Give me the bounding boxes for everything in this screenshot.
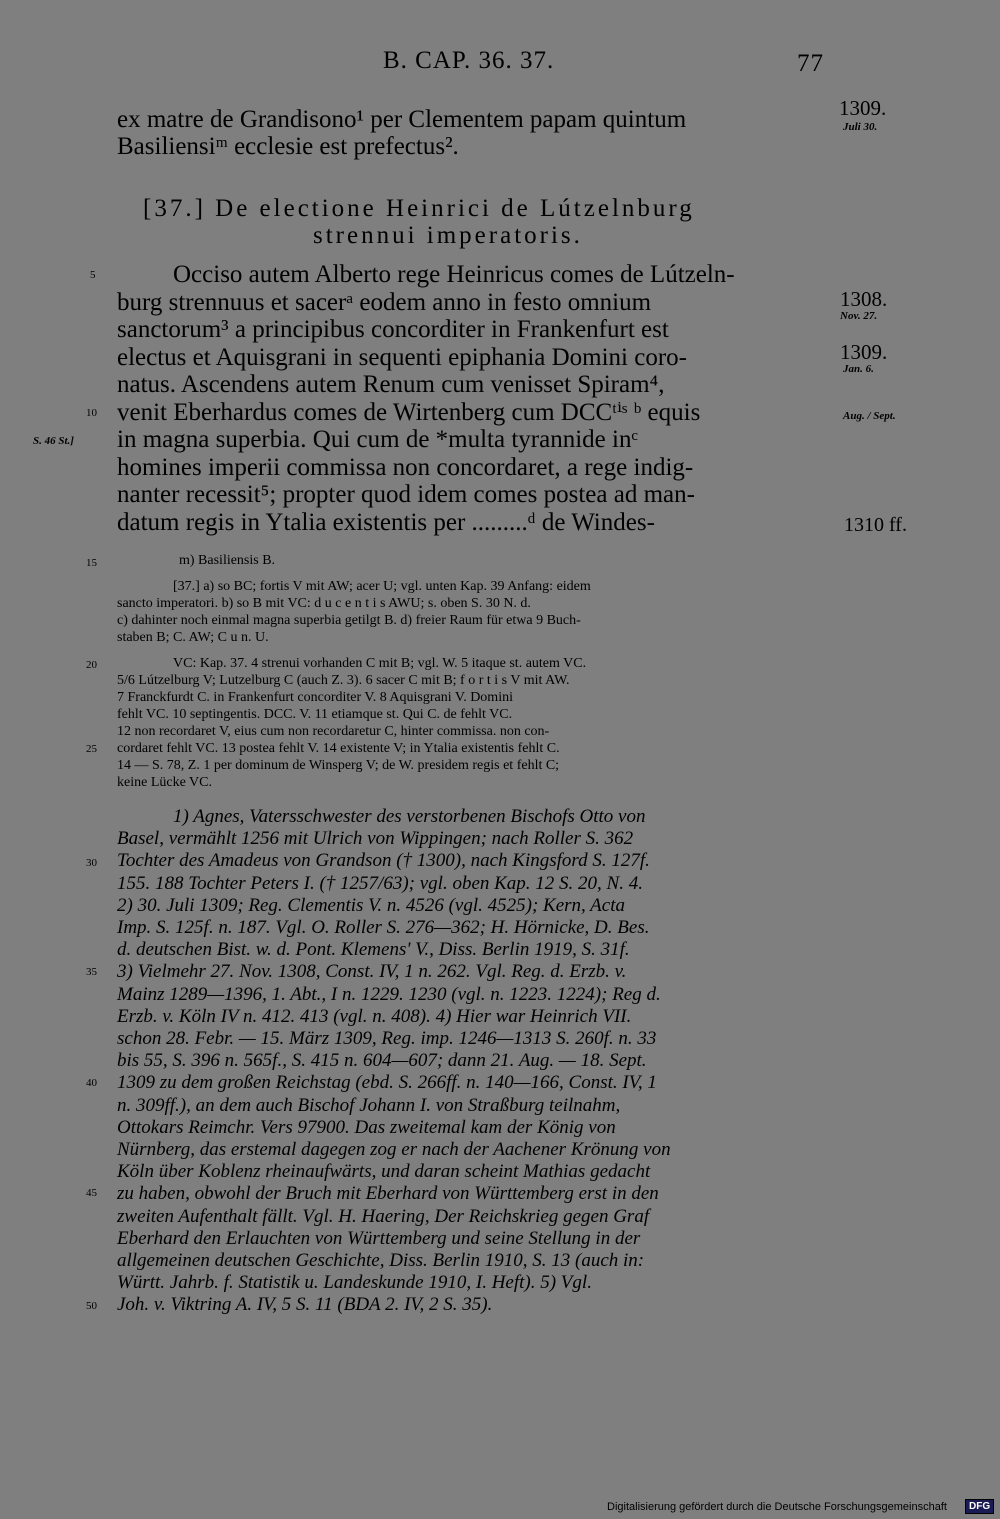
line-number: 35 — [86, 966, 97, 978]
variant-line: VC: Kap. 37. 4 strenui vorhanden C mit B; vgl. W. 5 itaque st. autem VC. — [173, 656, 587, 671]
footnote-line: m) Basiliensis B. — [179, 553, 276, 568]
main-line-7: in magna superbia. Qui cum de *multa tyrannide inᶜ — [117, 426, 638, 453]
page-number: 77 — [797, 50, 824, 77]
line-number: 25 — [86, 743, 97, 755]
main-line-9: nanter recessit⁵; propter quod idem comes postea ad man- — [117, 481, 695, 508]
margin-date-day: Juli 30. — [843, 121, 878, 133]
line-number: 30 — [86, 857, 97, 869]
note-line: d. deutschen Bist. w. d. Pont. Klemens' V., Diss. Berlin 1919, S. 31f. — [117, 939, 630, 961]
note-line: n. 309ff.), an dem auch Bischof Johann I. von Straßburg teilnahm, — [117, 1094, 621, 1116]
variant-line: cordaret fehlt VC. 13 postea fehlt V. 14 existente V; in Ytalia existentis fehlt C. — [117, 741, 560, 756]
note-line: bis 55, S. 396 n. 565f., S. 415 n. 604—607; dann 21. Aug. — 18. Sept. — [117, 1050, 647, 1072]
note-line: Mainz 1289—1396, 1. Abt., I n. 1229. 1230 (vgl. n. 1223. 1224); Reg d. — [117, 983, 661, 1005]
line-number: 15 — [86, 557, 97, 569]
note-line: Nürnberg, das erstemal dagegen zog er nach der Aachener Krönung von — [117, 1139, 671, 1160]
footnote-line: staben B; C. AW; C u n. U. — [117, 630, 269, 645]
note-line: Erzb. v. Köln IV n. 412. 413 (vgl. n. 408). 4) Hier war Heinrich VII. — [117, 1005, 632, 1027]
main-line-4: electus et Aquisgrani in sequenti epiphania Domini coro- — [117, 344, 687, 371]
footnote-line: c) dahinter noch einmal magna superbia getilgt B. d) freier Raum für etwa 9 Buch- — [117, 613, 581, 628]
running-head: B. CAP. 36. 37. — [383, 47, 555, 74]
main-line-1: Occiso autem Alberto rege Heinricus comes de Lútzeln- — [173, 261, 735, 288]
main-line-top-2: Basiliensiᵐ ecclesie est prefectus². — [117, 133, 459, 160]
note-line: Tochter des Amadeus von Grandson († 1300), nach Kingsford S. 127f. — [117, 850, 650, 872]
note-line: zu haben, obwohl der Bruch mit Eberhard von Württemberg erst in den — [117, 1183, 659, 1205]
main-line-6: venit Eberhardus comes de Wirtenberg cum DCCᵗⁱˢ ᵇ equis — [117, 399, 701, 426]
dfg-logo: DFG — [965, 1499, 994, 1514]
note-line: allgemeinen deutschen Geschichte, Diss. Berlin 1910, S. 13 (auch in: — [117, 1250, 645, 1271]
variant-line: 7 Franckfurdt C. in Frankenfurt concorditer V. 8 Aquisgrani V. Domini — [117, 690, 513, 705]
line-number: 45 — [86, 1187, 97, 1199]
margin-date-day: Jan. 6. — [843, 363, 874, 375]
variant-line: keine Lücke VC. — [117, 775, 212, 790]
digitization-credit: Digitalisierung gefördert durch die Deutsche Forschungsgemeinschaft — [607, 1501, 947, 1513]
main-line-2: burg strennuus et sacerᵃ eodem anno in festo omnium — [117, 289, 652, 316]
margin-date-year: 1308. — [840, 287, 888, 311]
note-line: Württ. Jahrb. f. Statistik u. Landeskunde 1910, I. Heft). 5) Vgl. — [117, 1272, 592, 1294]
line-number: 40 — [86, 1077, 97, 1089]
margin-date-year: 1309. — [840, 340, 888, 364]
margin-date: Aug. / Sept. — [843, 410, 896, 422]
variant-line: 5/6 Lútzelburg V; Lutzelburg C (auch Z. 3). 6 sacer C mit B; f o r t i s V mit AW. — [117, 673, 570, 688]
line-number: 20 — [86, 659, 97, 671]
line-number: 50 — [86, 1300, 97, 1312]
variant-line: 12 non recordaret V, eius cum non recordaretur C, hinter commissa. non con- — [117, 724, 550, 739]
note-line: zweiten Aufenthalt fällt. Vgl. H. Haering, Der Reichskrieg gegen Graf — [117, 1205, 650, 1227]
note-line: 1309 zu dem großen Reichstag (ebd. S. 266ff. n. 140—166, Const. IV, 1 — [117, 1072, 657, 1094]
note-line: Ottokars Reimchr. Vers 97900. Das zweitemal kam der König von — [117, 1116, 616, 1138]
margin-date: 1310 ff. — [844, 514, 907, 536]
main-line-10: datum regis in Ytalia existentis per .........ᵈ de Windes- — [117, 509, 655, 536]
note-line: Imp. S. 125f. n. 187. Vgl. O. Roller S. 276—362; H. Hörnicke, D. Bes. — [117, 917, 650, 938]
variant-line: 14 — S. 78, Z. 1 per dominum de Winsperg V; de W. presidem regis et fehlt C; — [117, 758, 560, 773]
margin-date-year: 1309. — [839, 96, 887, 120]
footnote-line: [37.] a) so BC; fortis V mit AW; acer U; vgl. unten Kap. 39 Anfang: eidem — [173, 579, 591, 594]
note-line: 1) Agnes, Vatersschwester des verstorbenen Bischofs Otto von — [173, 806, 646, 827]
line-number: 10 — [86, 407, 97, 419]
note-line: 3) Vielmehr 27. Nov. 1308, Const. IV, 1 n. 262. Vgl. Reg. d. Erzb. v. — [117, 961, 627, 983]
note-line: Köln über Koblenz rheinaufwärts, und daran scheint Mathias gedacht — [117, 1161, 651, 1183]
main-line-top-1: ex matre de Grandisono¹ per Clementem papam quintum — [117, 106, 687, 133]
chapter-title-line-1: [37.] De electione Heinrici de Lútzelnburg — [143, 195, 695, 222]
main-line-8: homines imperii commissa non concordaret, a rege indig- — [117, 454, 694, 481]
line-number: 5 — [90, 269, 96, 281]
note-line: Basel, vermählt 1256 mit Ulrich von Wippingen; nach Roller S. 362 — [117, 828, 634, 850]
chapter-title-line-2: strennui imperatoris. — [313, 222, 583, 249]
note-line: Eberhard den Erlauchten von Württemberg und seine Stellung in der — [117, 1227, 641, 1249]
variant-line: fehlt VC. 10 septingentis. DCC. V. 11 etiamque st. Qui C. de fehlt VC. — [117, 707, 513, 722]
page-reference: S. 46 St.] — [33, 435, 74, 447]
note-line: schon 28. Febr. — 15. März 1309, Reg. imp. 1246—1313 S. 260f. n. 33 — [117, 1028, 657, 1049]
margin-date-day: Nov. 27. — [840, 310, 878, 322]
footnote-line: sancto imperatori. b) so B mit VC: d u c e n t i s AWU; s. oben S. 30 N. d. — [117, 596, 531, 611]
note-line: Joh. v. Viktring A. IV, 5 S. 11 (BDA 2. IV, 2 S. 35). — [117, 1294, 493, 1316]
note-line: 155. 188 Tochter Peters I. († 1257/63); vgl. oben Kap. 12 S. 20, N. 4. — [117, 872, 643, 894]
main-line-5: natus. Ascendens autem Renum cum venisset Spiram⁴, — [117, 371, 665, 398]
note-line: 2) 30. Juli 1309; Reg. Clementis V. n. 4526 (vgl. 4525); Kern, Acta — [117, 894, 625, 916]
main-line-3: sanctorum³ a principibus concorditer in Frankenfurt est — [117, 316, 669, 343]
